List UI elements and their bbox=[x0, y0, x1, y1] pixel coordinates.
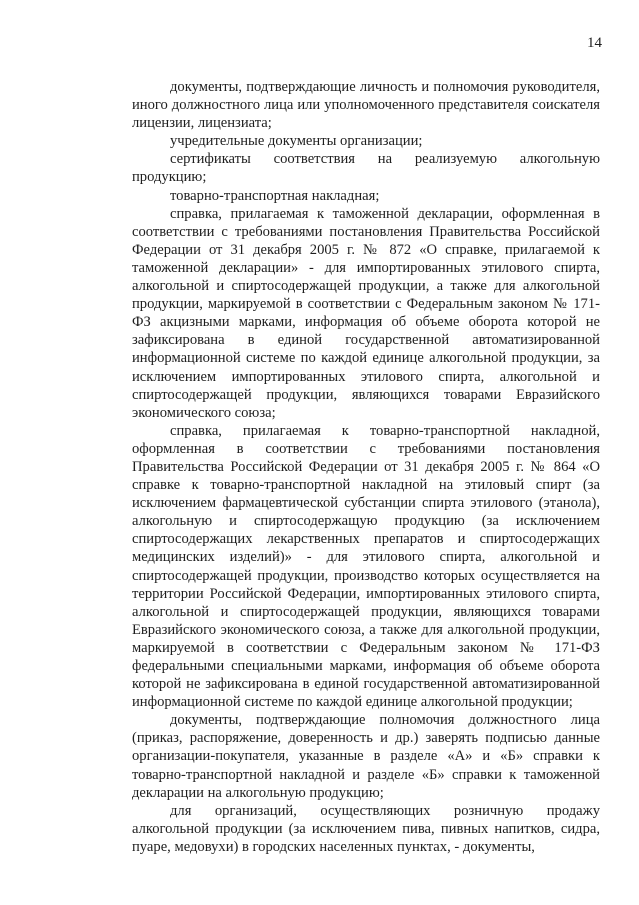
paragraph-waybill-certificate: справка, прилагаемая к товарно-транспортной накладной, оформленная в соответствии с требованиями постановления Правительства Российской Федерации от 31 декабря 2005 г. № 864 «О справке к товарно-транспортной накладной на этиловый спирт (за исключением фармацевтической субстанции спирта этилового (этанола), алкогольную и спиртосодержащую продукцию (за исключением спиртосодержащих лекарственных препаратов и спиртосодержащих медицинских изделий)» - для этилового спирта, алкогольной и спиртосодержащей продукции, производство которых осуществляется на территории Российской Федерации, импортированных этилового спирта, алкогольной и спиртосодержащей продукции, являющихся товарами Евразийского экономического союза, а также для алкогольной продукции, маркируемой в соответствии с Федеральным законом № 171-ФЗ федеральными специальными марками, информация об объеме оборота которой не зафиксирована в единой государственной автоматизированной информационной системе по каждой единице алкогольной продукции; bbox=[132, 422, 600, 711]
document-body bbox=[132, 78, 600, 856]
paragraph-identity-documents: документы, подтверждающие личность и полномочия руководителя, иного должностного лица или уполномоченного представителя соискателя лицензии, лицензиата; bbox=[132, 79, 600, 132]
paragraph-customs-declaration-certificate: справка, прилагаемая к таможенной декларации, оформленная в соответствии с требованиями постановления Правительства Российской Федерации от 31 декабря 2005 г. № 872 «О справке, прилагаемой к таможенной декларации» - для импортированных этилового спирта, алкогольной и спиртосодержащей продукции, а также для алкогольной продукции, маркируемой в соответствии с Федеральным законом № 171-ФЗ акцизными марками, информация об объеме оборота которой не зафиксирована в единой государственной автоматизированной информационной системе по каждой единице алкогольной продукции, за исключением импортированных этилового спирта, алкогольной и спиртосодержащей продукции, являющихся товарами Евразийского экономического союза; bbox=[132, 205, 600, 421]
paragraph-retail-organizations: для организаций, осуществляющих розничную продажу алкогольной продукции (за исключением пива, пивных напитков, сидра, пуаре, медовухи) в городских населенных пунктах, - документы, bbox=[132, 802, 600, 855]
paragraph-authority-documents: документы, подтверждающие полномочия должностного лица (приказ, распоряжение, доверенность и др.) заверять подписью данные организации-покупателя, указанные в разделе «А» и «Б» справки к товарно-транспортной накладной и разделе «Б» справки к таможенной декларации на алкогольную продукцию; bbox=[132, 712, 600, 801]
paragraph-waybill: товарно-транспортная накладная; bbox=[170, 187, 380, 204]
paragraph-conformity-certificates: сертификаты соответствия на реализуемую алкогольную продукцию; bbox=[132, 151, 600, 186]
page-number: 14 bbox=[587, 35, 602, 51]
paragraph-founding-documents: учредительные документы организации; bbox=[170, 133, 423, 150]
